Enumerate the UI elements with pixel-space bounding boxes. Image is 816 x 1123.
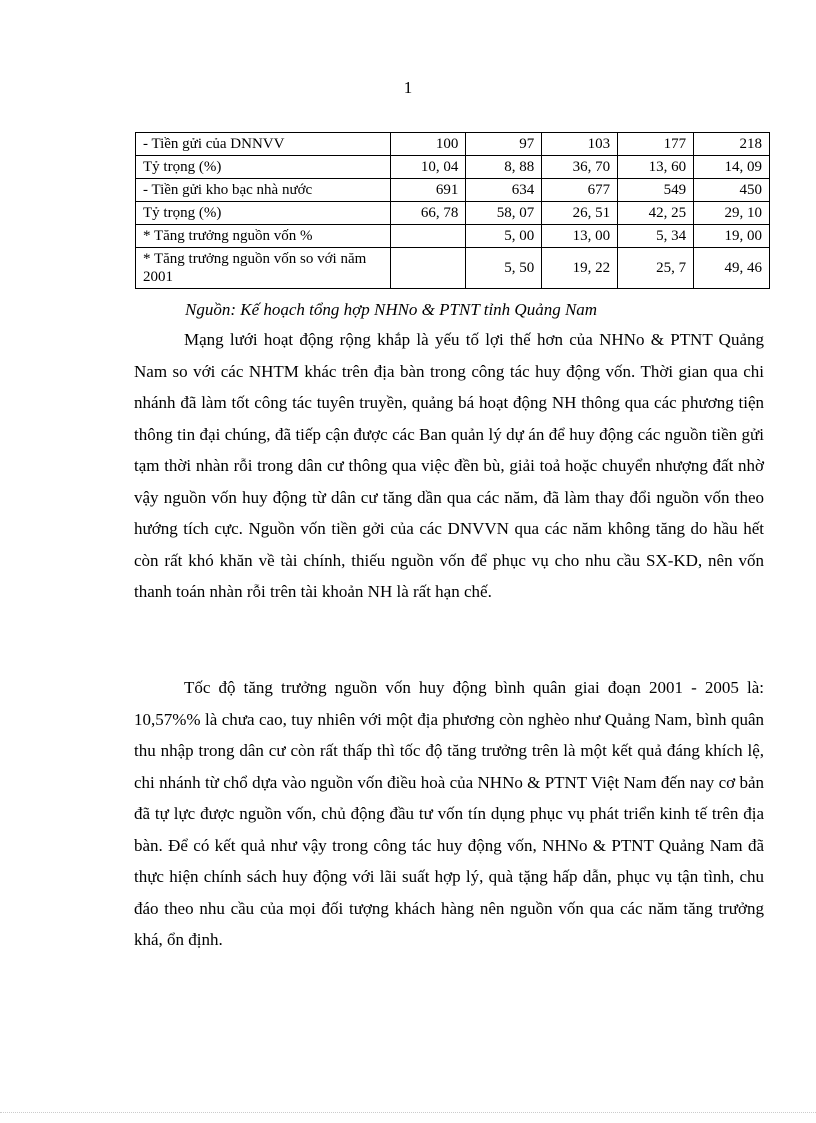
table-cell: 13, 00 [542,225,618,248]
table-row [136,202,770,225]
table-cell: 97 [466,133,542,156]
row-label: * Tăng trưởng nguồn vốn so với năm 2001 [136,248,391,289]
table-cell: 66, 78 [390,202,466,225]
table-cell: 5, 00 [466,225,542,248]
row-label: Tỷ trọng (%) [136,156,391,179]
body-paragraph: Tốc độ tăng trưởng nguồn vốn huy động bình quân giai đoạn 2001 - 2005 là: 10,57%% là chưa cao, tuy nhiên với một địa phương còn nghèo như Quảng Nam, bình quân thu nhập trong dân cư còn rất thấp thì tốc độ tăng trưởng trên là một kết quả đáng khích lệ, chi nhánh từ chổ dựa vào nguồn vốn điều hoà của NHNo & PTNT Việt Nam đến nay cơ bản đã tự lực được nguồn vốn, chủ động đầu tư vốn tín dụng phục vụ phát triển kinh tế trên địa bàn. Để có kết quả như vậy trong công tác huy động vốn, NHNo & PTNT Quảng Nam đã thực hiện chính sách huy động với lãi suất hợp lý, quà tặng hấp dẫn, phục vụ tận tình, chu đáo theo nhu cầu của mọi đối tượng khách hàng nên nguồn vốn qua các năm tăng trưởng khá, ổn định. [134,678,764,949]
table-cell: 549 [618,179,694,202]
table-cell: 10, 04 [390,156,466,179]
body-paragraph: Mạng lưới hoạt động rộng khắp là yếu tố lợi thế hơn của NHNo & PTNT Quảng Nam so với các NHTM khác trên địa bàn trong công tác huy động vốn. Thời gian qua chi nhánh đã làm tốt công tác tuyên truyền, quảng bá hoạt động NH thông qua các phương tiện thông tin đại chúng, đã tiếp cận được các Ban quản lý dự án để huy động các nguồn tiền gửi tạm thời nhàn rỗi trong dân cư thông qua việc đền bù, giải toả hoặc chuyển nhượng đất nhờ vậy nguồn vốn huy động từ dân cư tăng dần qua các năm, đã làm thay đổi nguồn vốn theo hướng tích cực. Nguồn vốn tiền gởi của các DNVVN qua các năm không tăng do hầu hết còn rất khó khăn về tài chính, thiếu nguồn vốn để phục vụ cho nhu cầu SX-KD, nên vốn thanh toán nhàn rỗi trên tài khoản NH là rất hạn chế. [134,330,764,601]
table-cell: 13, 60 [618,156,694,179]
table-row [136,133,770,156]
row-label: Tỷ trọng (%) [136,202,391,225]
row-label: - Tiền gửi kho bạc nhà nước [136,179,391,202]
table-cell: 36, 70 [542,156,618,179]
table-cell: 634 [466,179,542,202]
table-row [136,225,770,248]
table-cell: 25, 7 [618,248,694,289]
row-label: * Tăng trưởng nguồn vốn % [136,225,391,248]
page-bottom-divider [0,1112,816,1113]
table-row [136,248,770,289]
table-cell: 450 [694,179,770,202]
table-cell: 19, 22 [542,248,618,289]
table-cell: 5, 50 [466,248,542,289]
table-cell: 14, 09 [694,156,770,179]
table-cell: 677 [542,179,618,202]
table-cell: 42, 25 [618,202,694,225]
table-cell: 26, 51 [542,202,618,225]
table-row [136,179,770,202]
row-label: - Tiền gửi của DNNVV [136,133,391,156]
table-cell: 58, 07 [466,202,542,225]
table-cell [390,225,466,248]
table-source-note: Nguồn: Kế hoạch tổng hợp NHNo & PTNT tỉnh Quảng Nam [185,300,598,319]
table-row [136,156,770,179]
table-cell: 691 [390,179,466,202]
table-cell: 19, 00 [694,225,770,248]
table-cell: 218 [694,133,770,156]
page-number: 1 [403,78,413,97]
table-cell [390,248,466,289]
data-table [135,132,770,289]
table-cell: 5, 34 [618,225,694,248]
table-cell: 100 [390,133,466,156]
table-cell: 103 [542,133,618,156]
table-cell: 29, 10 [694,202,770,225]
table-cell: 49, 46 [694,248,770,289]
table-cell: 177 [618,133,694,156]
table-cell: 8, 88 [466,156,542,179]
